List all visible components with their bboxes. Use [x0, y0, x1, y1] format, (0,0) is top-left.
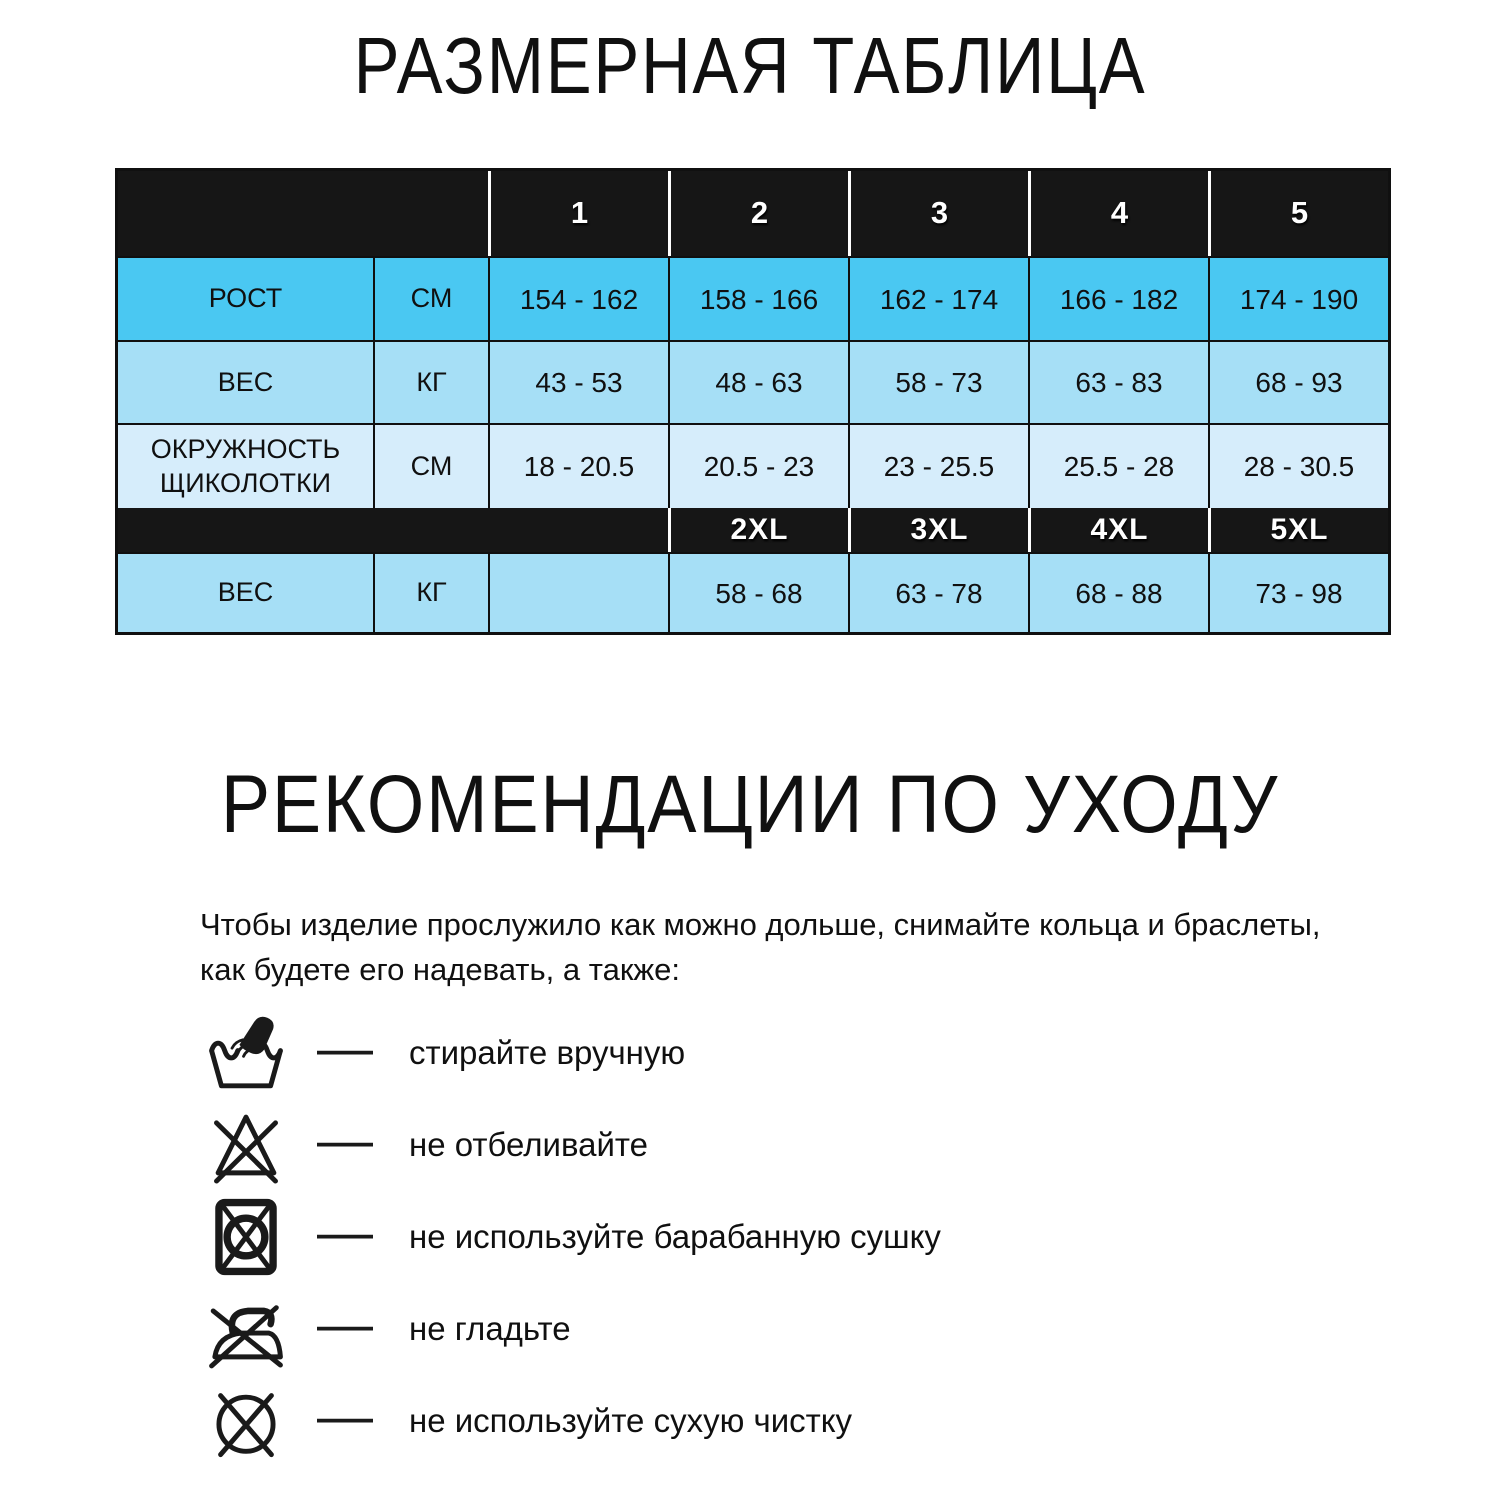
- row-label-cell: ВЕС: [118, 340, 373, 423]
- size-header-cell: 5: [1208, 171, 1388, 256]
- size-header-cell: 1: [488, 171, 668, 256]
- value-cell: 68 - 93: [1208, 340, 1388, 423]
- value-cell: 28 - 30.5: [1208, 423, 1388, 508]
- value-cell: 58 - 73: [848, 340, 1028, 423]
- care-item-no-tumble-dry: [205, 1196, 941, 1278]
- no-iron-icon: [205, 1288, 287, 1370]
- value-cell: 68 - 88: [1028, 552, 1208, 632]
- value-cell: [488, 552, 668, 632]
- care-item-no-iron: [205, 1288, 941, 1370]
- care-item-no-dry-clean: [205, 1380, 941, 1462]
- care-label: не используйте сухую чистку: [409, 1402, 853, 1439]
- value-cell: 58 - 68: [668, 552, 848, 632]
- care-intro-line1: Чтобы изделие прослужило как можно дольше, снимайте кольца и браслеты,: [200, 907, 1321, 942]
- value-cell: 73 - 98: [1208, 552, 1388, 632]
- care-label: не используйте барабанную сушку: [409, 1218, 941, 1255]
- row-label-cell: ОКРУЖНОСТЬ ЩИКОЛОТКИ: [118, 423, 373, 508]
- dash-separator: —: [317, 1016, 373, 1079]
- dash-separator: —: [317, 1200, 373, 1263]
- size-table: [115, 168, 1391, 635]
- care-intro-line2: как будете его надевать, а также:: [200, 951, 680, 987]
- value-cell: 23 - 25.5: [848, 423, 1028, 508]
- care-item-no-bleach: [205, 1104, 941, 1186]
- no-dry-clean-icon: [205, 1380, 287, 1462]
- size-header-cell: 4: [1028, 171, 1208, 256]
- dash-separator: —: [317, 1108, 373, 1171]
- row-label-cell: РОСТ: [118, 256, 373, 340]
- xl-header-cell: 5XL: [1208, 508, 1388, 552]
- care-label: стирайте вручную: [409, 1034, 686, 1071]
- size-table-title: РАЗМЕРНАЯ ТАБЛИЦА: [353, 21, 1147, 110]
- unit-cell: КГ: [373, 340, 488, 423]
- size-header-cell: 3: [848, 171, 1028, 256]
- header-empty-unit-cell: [373, 171, 488, 256]
- value-cell: 25.5 - 28: [1028, 423, 1208, 508]
- unit-cell: СМ: [373, 256, 488, 340]
- xl-spacer-cell: [118, 508, 668, 552]
- unit-cell: СМ: [373, 423, 488, 508]
- hand-wash-icon: [205, 1012, 287, 1094]
- value-cell: 48 - 63: [668, 340, 848, 423]
- dash-separator: —: [317, 1292, 373, 1355]
- value-cell: 43 - 53: [488, 340, 668, 423]
- no-bleach-icon: [205, 1104, 287, 1186]
- value-cell: 166 - 182: [1028, 256, 1208, 340]
- value-cell: 18 - 20.5: [488, 423, 668, 508]
- care-title: РЕКОМЕНДАЦИИ ПО УХОДУ: [220, 759, 1280, 850]
- xl-header-cell: 3XL: [848, 508, 1028, 552]
- value-cell: 174 - 190: [1208, 256, 1388, 340]
- unit-cell: КГ: [373, 552, 488, 632]
- xl-header-cell: 2XL: [668, 508, 848, 552]
- row-label-cell: ВЕС: [118, 552, 373, 632]
- value-cell: 63 - 83: [1028, 340, 1208, 423]
- value-cell: 63 - 78: [848, 552, 1028, 632]
- size-header-cell: 2: [668, 171, 848, 256]
- header-empty-label-cell: [118, 171, 373, 256]
- xl-header-cell: 4XL: [1028, 508, 1208, 552]
- value-cell: 162 - 174: [848, 256, 1028, 340]
- no-tumble-dry-icon: [205, 1196, 287, 1278]
- care-list: [205, 1012, 941, 1462]
- value-cell: 158 - 166: [668, 256, 848, 340]
- care-label: не гладьте: [409, 1310, 571, 1347]
- value-cell: 154 - 162: [488, 256, 668, 340]
- care-intro-text: [200, 903, 1321, 993]
- care-item-hand-wash: [205, 1012, 941, 1094]
- dash-separator: —: [317, 1384, 373, 1447]
- care-label: не отбеливайте: [409, 1126, 649, 1163]
- value-cell: 20.5 - 23: [668, 423, 848, 508]
